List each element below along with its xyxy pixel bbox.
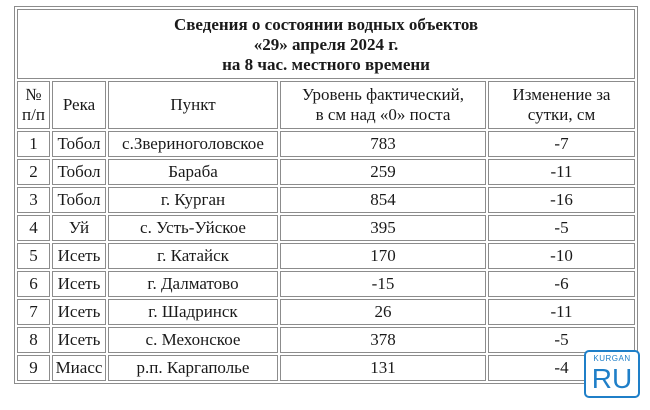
header-num xyxy=(17,81,50,129)
table-row xyxy=(17,271,635,297)
cell-change: -5 xyxy=(488,327,635,353)
cell-river: Тобол xyxy=(52,131,106,157)
cell-level: 395 xyxy=(280,215,486,241)
cell-point: г. Курган xyxy=(108,187,278,213)
cell-num: 5 xyxy=(17,243,50,269)
cell-point: с.Звериноголовское xyxy=(108,131,278,157)
cell-river: Тобол xyxy=(52,159,106,185)
cell-change: -6 xyxy=(488,271,635,297)
header-row xyxy=(17,81,635,129)
water-report-table xyxy=(14,6,638,384)
header-change xyxy=(488,81,635,129)
cell-num: 2 xyxy=(17,159,50,185)
cell-level: 170 xyxy=(280,243,486,269)
table-row xyxy=(17,159,635,185)
cell-level: 259 xyxy=(280,159,486,185)
title-date: «29» апреля 2024 г. xyxy=(253,35,399,54)
cell-river: Уй xyxy=(52,215,106,241)
cell-river: Миасс xyxy=(52,355,106,381)
cell-point: с. Мехонское xyxy=(108,327,278,353)
cell-num: 6 xyxy=(17,271,50,297)
header-level-line-2: в см над «0» поста xyxy=(315,105,451,124)
logo-top-text: KURGAN xyxy=(593,354,631,363)
cell-river: Исеть xyxy=(52,299,106,325)
header-num-line-2: п/п xyxy=(22,105,45,124)
title-time: на 8 час. местного времени xyxy=(222,55,430,74)
cell-level: 378 xyxy=(280,327,486,353)
cell-change: -10 xyxy=(488,243,635,269)
table-row xyxy=(17,327,635,353)
cell-num: 9 xyxy=(17,355,50,381)
cell-num: 7 xyxy=(17,299,50,325)
table-row xyxy=(17,355,635,381)
table-row xyxy=(17,299,635,325)
cell-change: -4 xyxy=(488,355,635,381)
title-line-1: Сведения о состоянии водных объектов xyxy=(173,15,479,34)
cell-num: 1 xyxy=(17,131,50,157)
table-row xyxy=(17,243,635,269)
header-point: Пункт xyxy=(108,81,278,129)
logo-main-text: RU xyxy=(591,363,633,394)
cell-change: -5 xyxy=(488,215,635,241)
cell-change: -7 xyxy=(488,131,635,157)
table-row xyxy=(17,131,635,157)
cell-change: -11 xyxy=(488,299,635,325)
cell-level: 854 xyxy=(280,187,486,213)
header-level-line-1: Уровень фактический, xyxy=(301,85,464,104)
kurgan-ru-logo[interactable] xyxy=(584,350,640,398)
cell-river: Тобол xyxy=(52,187,106,213)
header-river: Река xyxy=(52,81,106,129)
table-row xyxy=(17,215,635,241)
cell-change: -16 xyxy=(488,187,635,213)
cell-change: -11 xyxy=(488,159,635,185)
header-level xyxy=(280,81,486,129)
cell-point: г. Катайск xyxy=(108,243,278,269)
cell-point: с. Усть-Уйское xyxy=(108,215,278,241)
cell-point: г. Далматово xyxy=(108,271,278,297)
cell-river: Исеть xyxy=(52,271,106,297)
cell-river: Исеть xyxy=(52,243,106,269)
cell-point: р.п. Каргаполье xyxy=(108,355,278,381)
cell-num: 4 xyxy=(17,215,50,241)
header-num-line-1: № xyxy=(25,85,42,104)
cell-level: 131 xyxy=(280,355,486,381)
cell-num: 3 xyxy=(17,187,50,213)
header-change-line-1: Изменение за xyxy=(512,85,611,104)
cell-level: 26 xyxy=(280,299,486,325)
cell-point: г. Шадринск xyxy=(108,299,278,325)
cell-num: 8 xyxy=(17,327,50,353)
cell-level: 783 xyxy=(280,131,486,157)
cell-river: Исеть xyxy=(52,327,106,353)
cell-point: Бараба xyxy=(108,159,278,185)
table-row xyxy=(17,187,635,213)
header-change-line-2: сутки, см xyxy=(527,105,596,124)
report-title xyxy=(17,9,635,79)
cell-level: -15 xyxy=(280,271,486,297)
